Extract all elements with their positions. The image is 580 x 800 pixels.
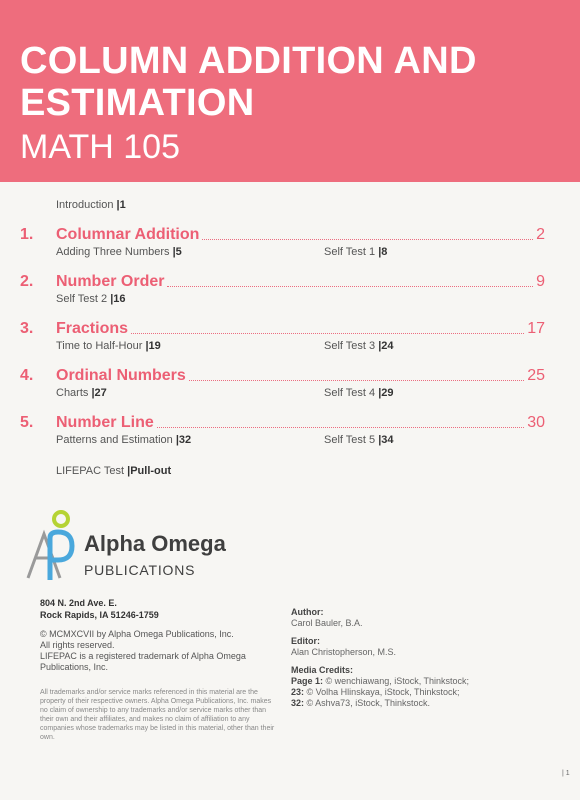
- media-credits-label: Media Credits:: [291, 665, 354, 675]
- unit-page: 17: [527, 320, 545, 337]
- media-credit-line: 23: © Volha Hlinskaya, iStock, Thinkstock;: [291, 687, 460, 697]
- dot-leader: [202, 239, 533, 240]
- toc-unit-1[interactable]: [20, 224, 545, 262]
- unit-page: 30: [527, 414, 545, 431]
- dot-leader: [167, 286, 533, 287]
- toc-subitem[interactable]: Patterns and Estimation |32: [56, 434, 192, 446]
- trademark-disclaimer: All trademarks and/or service marks referenced in this material are the property of their respective owners. Alpha Omega Publications, Inc. makes no claim of ownership to any trademarks and/or service marks other than their own and their affiliates, and makes no claim of affiliation to any companies whose trademarks may be listed in this material, other than their own.: [40, 689, 275, 741]
- unit-number: 2.: [20, 273, 34, 290]
- toc-unit-5[interactable]: [20, 412, 545, 450]
- credits-block: [291, 607, 571, 716]
- title-banner: [0, 0, 580, 182]
- author-name: Carol Bauler, B.A.: [291, 618, 363, 628]
- dot-leader: [131, 333, 524, 334]
- media-credit-line: Page 1: © wenchiawang, iStock, Thinkstock;: [291, 676, 470, 686]
- toc-self-test[interactable]: Self Test 4 |29: [324, 387, 394, 399]
- dot-leader: [189, 380, 524, 381]
- page-title: COLUMN ADDITION AND ESTIMATION: [20, 40, 477, 124]
- unit-title: Number Order: [56, 273, 165, 290]
- unit-title: Number Line: [56, 414, 154, 431]
- brand-name: Alpha Omega: [84, 531, 226, 556]
- unit-number: 5.: [20, 414, 34, 431]
- toc-self-test[interactable]: Self Test 5 |34: [324, 434, 394, 446]
- toc-self-test[interactable]: Self Test 3 |24: [324, 340, 394, 352]
- dot-leader: [157, 427, 524, 428]
- unit-page: 9: [536, 273, 545, 290]
- unit-title: Ordinal Numbers: [56, 367, 186, 384]
- toc-subitem[interactable]: Charts |27: [56, 387, 107, 399]
- toc-self-test[interactable]: Self Test 1 |8: [324, 246, 388, 258]
- unit-title: Fractions: [56, 320, 129, 337]
- intro-page: |1: [116, 199, 126, 211]
- unit-number: 1.: [20, 226, 34, 243]
- editor-label: Editor:: [291, 636, 320, 646]
- unit-title: Columnar Addition: [56, 226, 200, 243]
- unit-number: 3.: [20, 320, 34, 337]
- publisher-address: 804 N. 2nd Ave. E. Rock Rapids, IA 51246-1759: [40, 598, 159, 620]
- intro-label: Introduction: [56, 199, 114, 211]
- toc-lifepac-test[interactable]: LIFEPAC Test |Pull-out: [56, 465, 172, 477]
- toc-intro[interactable]: [56, 199, 126, 211]
- author-label: Author:: [291, 607, 324, 617]
- copyright-notice: © MCMXCVII by Alpha Omega Publications, Inc. All rights reserved. LIFEPAC is a registered trademark of Alpha Omega Publications, Inc.: [40, 629, 246, 672]
- editor-name: Alan Christopherson, M.S.: [291, 647, 397, 657]
- unit-number: 4.: [20, 367, 34, 384]
- course-code: MATH 105: [20, 128, 180, 166]
- toc-subitem[interactable]: Time to Half-Hour |19: [56, 340, 161, 352]
- toc-self-test[interactable]: Self Test 2 |16: [56, 293, 126, 305]
- unit-page: 25: [527, 367, 545, 384]
- alpha-omega-logo-icon: [22, 508, 82, 582]
- toc-unit-4[interactable]: [20, 365, 545, 403]
- unit-page: 2: [536, 226, 545, 243]
- toc-subitem[interactable]: Adding Three Numbers |5: [56, 246, 182, 258]
- page-number: | 1: [562, 770, 570, 777]
- media-credit-line: 32: © Ashva73, iStock, Thinkstock.: [291, 698, 431, 708]
- toc-unit-3[interactable]: [20, 318, 545, 356]
- brand-subtitle: PUBLICATIONS: [84, 562, 196, 578]
- toc-unit-2[interactable]: [20, 271, 545, 309]
